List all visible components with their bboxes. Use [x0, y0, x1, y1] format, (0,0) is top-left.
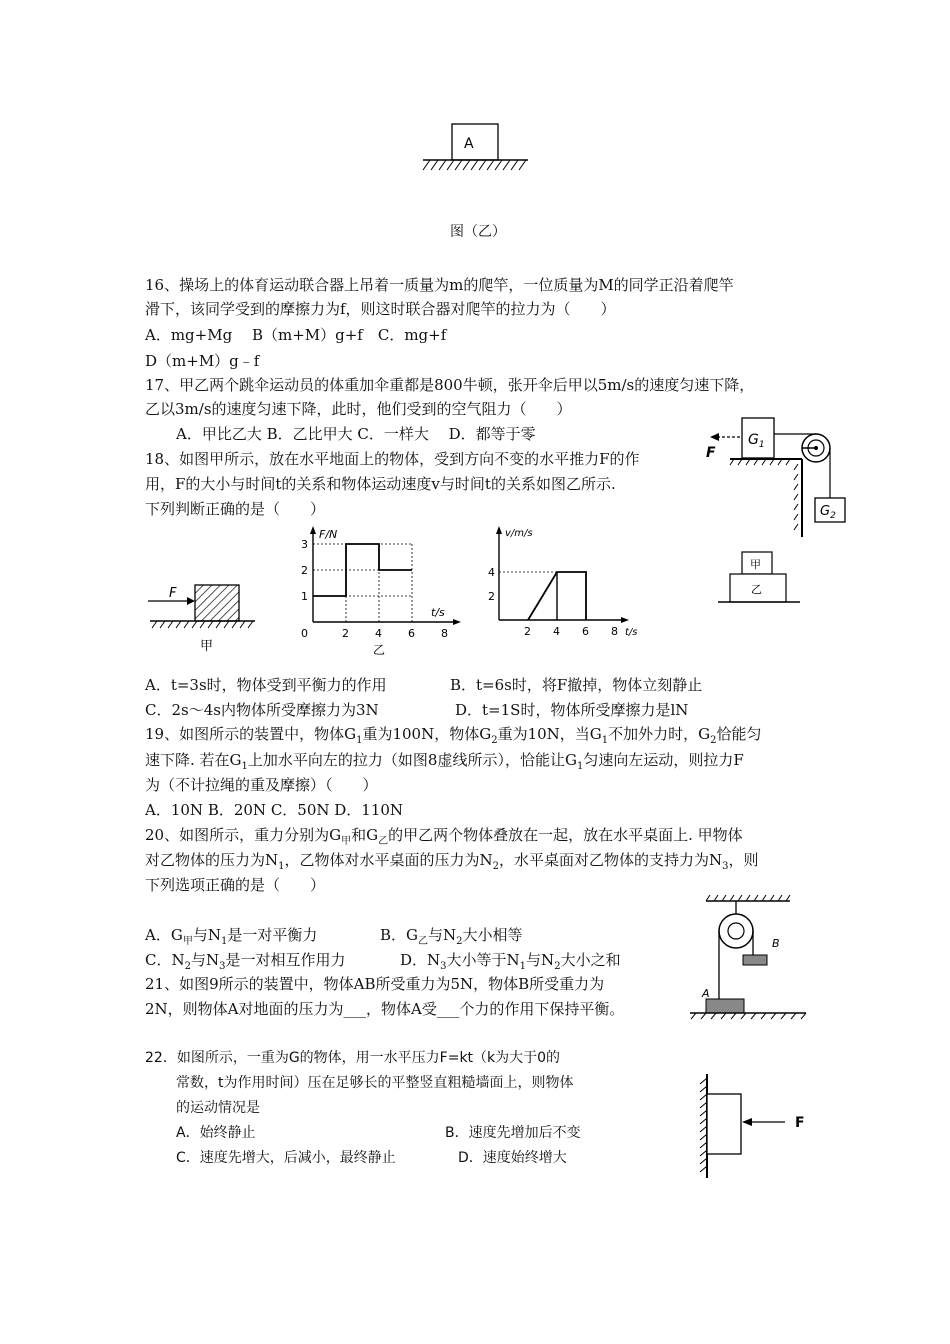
q16-options-line: A．mg+Mg B（m+M）g+f C．mg+f	[145, 326, 447, 344]
q22-line1: 22．如图所示，一重为G的物体，用一水平压力F=kt（k为大于0的	[145, 1050, 561, 1066]
q18-option-d: D．t=1S时，物体所受摩擦力是lN	[455, 701, 689, 719]
force-f-label: F	[706, 445, 716, 461]
ft-y-arrow	[310, 526, 316, 534]
ft-x-tick-8: 8	[441, 627, 448, 640]
vt-x-tick-8: 8	[611, 625, 618, 637]
q22-option-c: C．速度先增大，后减小，最终静止	[176, 1150, 396, 1166]
q21-line2: 2N，则物体A对地面的压力为___，物体A受___个力的作用下保持平衡。	[145, 1000, 625, 1018]
q22-option-a: A．始终静止	[176, 1125, 256, 1141]
vt-x-arrow	[621, 617, 629, 623]
jia-label: 甲	[200, 639, 214, 654]
svg-text:A: A	[702, 987, 710, 1000]
push-f-label: F	[169, 586, 177, 601]
q20-option-d: D．$N_3$大小等于$N_1$与$N_2$大小之和	[400, 951, 621, 972]
q19-line3: 为（不计拉绳的重及摩擦）（ ）	[145, 776, 378, 794]
svg-text:甲: 甲	[750, 558, 761, 571]
block-a-label: A	[464, 136, 474, 152]
figure-20-stack	[715, 548, 805, 618]
ft-x-arrow	[453, 619, 461, 625]
q20-option-b: B．$G_乙$与$N_2$大小相等	[380, 926, 523, 947]
svg-text:B: B	[772, 937, 780, 950]
q17-line2: 乙以3m/s的速度匀速下降，此时，他们受到的空气阻力（ ）	[145, 400, 572, 418]
q18-line2: 用，F的大小与时间t的关系和物体运动速度v与时间t的关系如图乙所示.	[145, 475, 616, 493]
q19-line1: 19、如图所示的装置中，物体$G_1$重为100N，物体$G_2$重为10N，当$G_1$不加外力时，$G_2$恰能匀	[145, 725, 762, 746]
ft-origin: 0	[301, 627, 308, 640]
q18-line1: 18、如图甲所示，放在水平地面上的物体，受到方向不变的水平推力F的作	[145, 450, 640, 468]
block-a	[706, 999, 744, 1013]
ft-caption-yi: 乙	[373, 643, 386, 657]
q20-line3: 下列选项正确的是（ ）	[145, 876, 326, 894]
q17-options: A．甲比乙大 B．乙比甲大 C．一样大 D．都等于零	[176, 425, 536, 443]
figure-caption: 图（乙）	[450, 224, 506, 240]
q19-line2: 速下降. 若在$G_1$上加水平向左的拉力（如图8虚线所示），恰能让$G_1$匀速向左运动，则拉力F	[145, 751, 744, 772]
svg-text:G2: $G_2$	[820, 504, 836, 521]
q22-option-d: D．速度始终增大	[458, 1150, 567, 1166]
q21-line1: 21、如图9所示的装置中，物体AB所受重力为5N，物体B所受重力为	[145, 975, 605, 993]
vt-x-tick-2: 2	[524, 625, 531, 637]
figure-21-pulley	[688, 895, 813, 1025]
vt-y-arrow	[496, 526, 502, 534]
vt-y-tick-2: 2	[488, 590, 495, 603]
wall-force-f: F	[795, 1115, 805, 1131]
q16-line1: 16、操场上的体育运动联合器上吊着一质量为m的爬竿，一位质量为M的同学正沿着爬竿	[145, 276, 734, 294]
vt-x-label: t/s	[625, 627, 638, 637]
vt-x-tick-6: 6	[582, 625, 589, 637]
figure-22-wall	[690, 1072, 820, 1182]
q17-line1: 17、甲乙两个跳伞运动员的体重加伞重都是800牛顿，张开伞后甲以5m/s的速度匀速下降，	[145, 376, 755, 394]
figure-18-jia	[145, 575, 260, 655]
vt-x-tick-4: 4	[553, 625, 560, 637]
q16-option-d: D（m+M）g﹣f	[145, 352, 260, 370]
vt-y-tick-4: 4	[488, 566, 495, 579]
q19-options: A．10N B．20N C．50N D．110N	[145, 801, 404, 819]
q18-option-c: C．2s～4s内物体所受摩擦力为3N	[145, 701, 379, 719]
ft-x-tick-2: 2	[342, 627, 349, 640]
q20-option-a: A．$G_甲$与$N_1$是一对平衡力	[145, 926, 318, 947]
svg-text:G1: $G_1$	[748, 432, 765, 450]
q18-option-b: B．t=6s时，将F撤掉，物体立刻静止	[450, 676, 703, 694]
vt-y-label: v/m/s	[505, 528, 533, 539]
ft-y-tick-1: 1	[301, 590, 308, 603]
block-b	[743, 955, 767, 965]
chart-f-t	[297, 522, 472, 657]
q18-line3: 下列判断正确的是（ ）	[145, 500, 326, 518]
q20-line2: 对乙物体的压力为$N_1$，乙物体对水平桌面的压力为$N_2$，水平桌面对乙物体的支持力为$N_3$，则	[145, 851, 759, 872]
chart-v-t	[485, 522, 645, 637]
q16-line2: 滑下，该同学受到的摩擦力为f，则这时联合器对爬竿的拉力为（ ）	[145, 300, 616, 318]
ft-x-tick-6: 6	[408, 627, 415, 640]
q22-line2: 常数，t为作用时间）压在足够长的平整竖直粗糙墙面上，则物体	[176, 1075, 574, 1091]
ft-y-tick-3: 3	[301, 538, 308, 551]
ft-y-tick-2: 2	[301, 564, 308, 577]
q20-option-c: C．$N_2$与$N_3$是一对相互作用力	[145, 951, 346, 972]
ft-x-label: t/s	[431, 606, 445, 619]
ft-x-tick-4: 4	[375, 627, 382, 640]
q22-option-b: B．速度先增加后不变	[445, 1125, 581, 1141]
figure-pulley-g1-g2	[700, 412, 860, 540]
figure-block-a	[418, 120, 533, 180]
ft-y-label: F/N	[319, 528, 338, 541]
q20-line1: 20、如图所示，重力分别为$G_甲$和$G_乙$的甲乙两个物体叠放在一起，放在水平桌面上. 甲物体	[145, 826, 743, 847]
wall-block	[707, 1094, 741, 1154]
q22-line3: 的运动情况是	[176, 1100, 260, 1116]
q18-option-a: A．t=3s时，物体受到平衡力的作用	[145, 676, 387, 694]
svg-text:乙: 乙	[751, 583, 762, 596]
